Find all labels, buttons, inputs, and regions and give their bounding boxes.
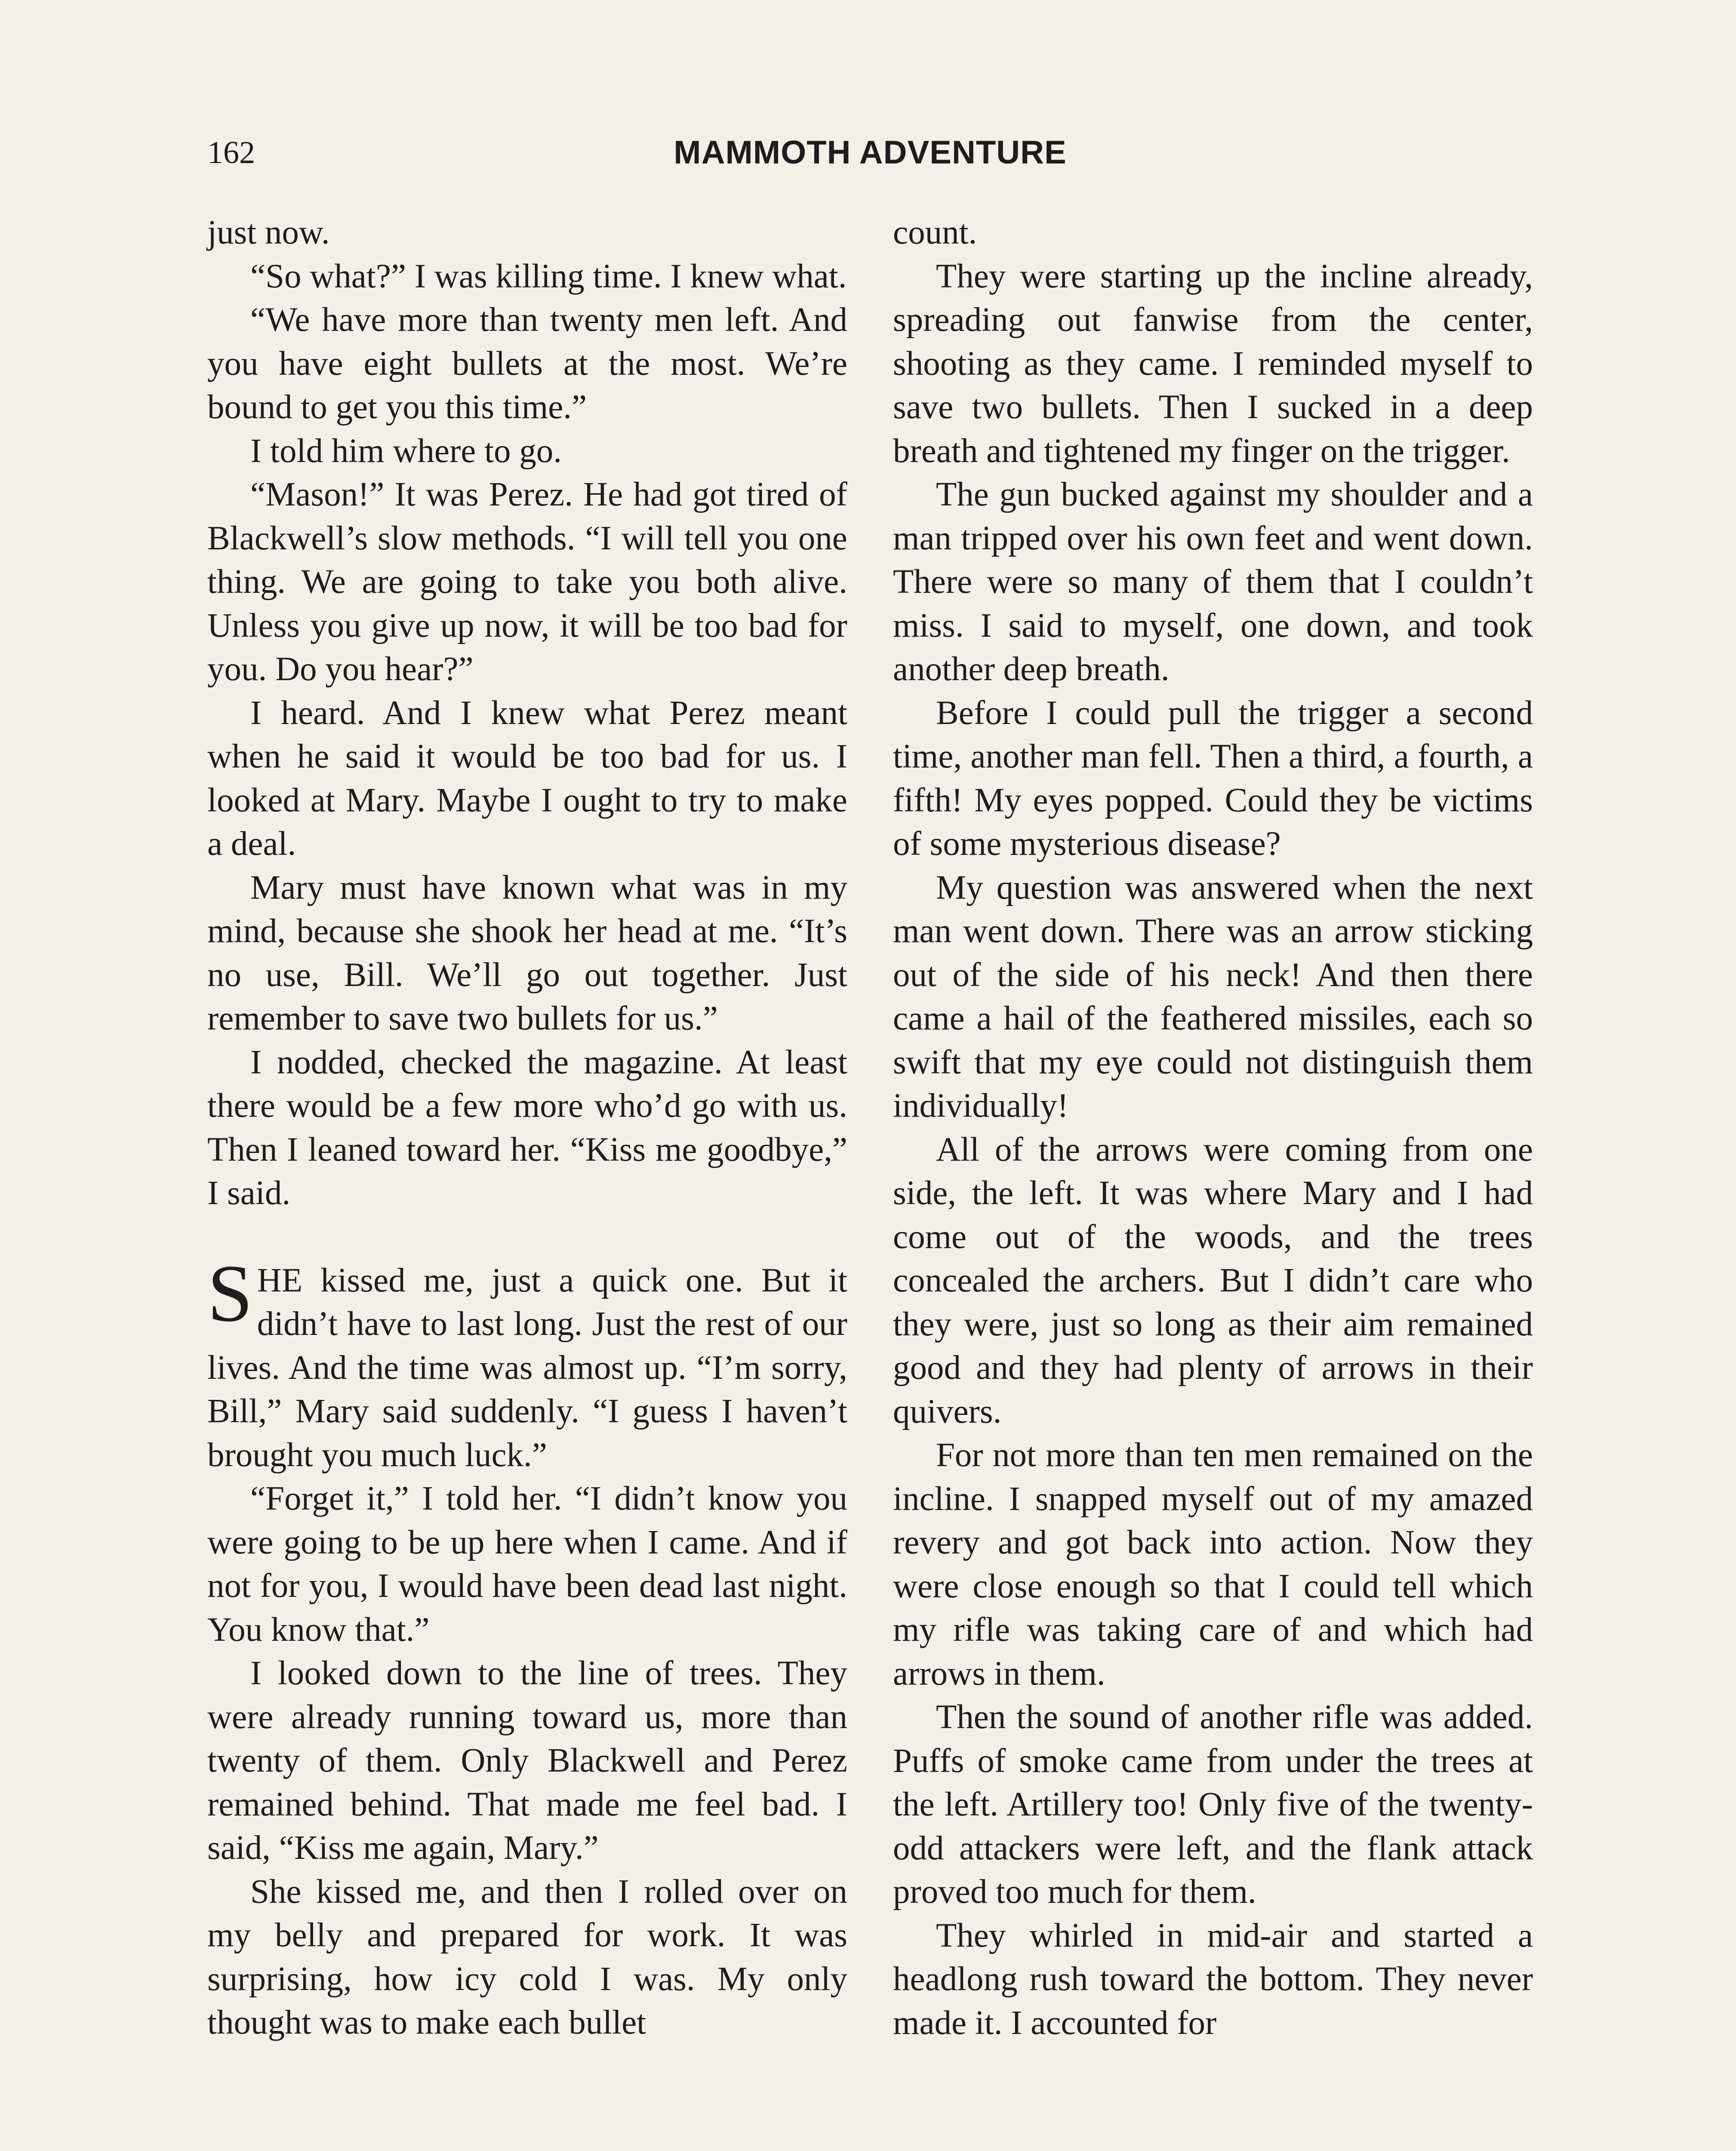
page-number: 162 <box>207 135 255 170</box>
left-column <box>207 211 847 2045</box>
paragraph: count. <box>893 214 977 251</box>
paragraph: I heard. And I knew what Perez meant when he said it would be too bad for us. I looked at Mary. Maybe I ought to try to make a deal. <box>207 694 847 863</box>
paragraph: I told him where to go. <box>250 432 562 470</box>
paragraph: They whirled in mid-air and started a headlong rush toward the bottom. They never made it. I accounted for <box>893 1917 1533 2042</box>
paragraph: Mary must have known what was in my mind, because she shook her head at me. “It’s no use, Bill. We’ll go out together. Just remember to save two bullets for us.” <box>207 869 847 1037</box>
paragraph: She kissed me, and then I rolled over on my belly and prepared for work. It was surprising, how icy cold I was. My only thought was to make each bullet <box>207 1873 847 2041</box>
paragraph: All of the arrows were coming from one side, the left. It was where Mary and I had come out of the woods, and the trees concealed the archers. But I didn’t care who they were, just so long as their aim remained good and they had plenty of arrows in their quivers. <box>893 1131 1533 1430</box>
paragraph: My question was answered when the next man went down. There was an arrow sticking out of the side of his neck! And then there came a hail of the feathered missiles, each so swift that my eye could not distinguish them individually! <box>893 869 1533 1125</box>
dropcap-paragraph <box>207 1248 848 1477</box>
dropcap-letter: S <box>207 1248 253 1339</box>
right-column <box>893 211 1533 2045</box>
paragraph: Before I could pull the trigger a second time, another man fell. Then a third, a fourth, a fifth! My eyes popped. Could they be victims of some mysterious disease? <box>893 694 1533 863</box>
paragraph: “So what?” I was killing time. I knew what. <box>250 257 847 295</box>
paragraph: “Mason!” It was Perez. He had got tired of Blackwell’s slow methods. “I will tell you one thing. We are going to take you both alive. Unless you give up now, it will be too bad for you. Do you hear?” <box>207 476 847 688</box>
dropcap-first-line: HE kissed me, just a quick one. But <box>257 1261 811 1299</box>
section-break <box>207 1215 847 1259</box>
paragraph: “We have more than twenty men left. And you have eight bullets at the most. We’re bound to get you this time.” <box>207 301 847 426</box>
paragraph: For not more than ten men remained on the incline. I snapped myself out of my amazed revery and got back into action. Now they were close enough so that I could tell which my rifle was taking care of and which had arrows in them. <box>893 1436 1533 1692</box>
paragraph: I nodded, checked the magazine. At least there would be a few more who’d go with us. Then I leaned toward her. “Kiss me goodbye,” I said. <box>207 1043 847 1212</box>
paragraph: The gun bucked against my shoulder and a man tripped over his own feet and went down. There were so many of them that I couldn’t miss. I said to myself, one down, and took another deep breath. <box>893 476 1533 688</box>
running-title: MAMMOTH ADVENTURE <box>674 134 1067 171</box>
paragraph: “Forget it,” I told her. “I didn’t know you were going to be up here when I came. And if not for you, I would have been dead last night. You know that.” <box>207 1480 847 1649</box>
dropcap-paragraph-body: it didn’t have to last long. Just the rest of our lives. And the time was almost up. “I’m sorry, Bill,” Mary said suddenly. “I guess I haven’t brought you much luck.” <box>207 1261 848 1474</box>
paragraph: Then the sound of another rifle was added. Puffs of smoke came from under the trees at the left. Artillery too! Only five of the twenty-odd attackers were left, and the flank attack proved too much for them. <box>893 1698 1533 1911</box>
paragraph: I looked down to the line of trees. They were already running toward us, more than twenty of them. Only Blackwell and Perez remained behind. That made me feel bad. I said, “Kiss me again, Mary.” <box>207 1655 847 1867</box>
paragraph: They were starting up the incline already, spreading out fanwise from the center, shooting as they came. I reminded myself to save two bullets. Then I sucked in a deep breath and tightened my finger on the trigger. <box>893 257 1533 470</box>
paragraph: just now. <box>207 214 330 251</box>
page-header <box>207 129 1533 176</box>
